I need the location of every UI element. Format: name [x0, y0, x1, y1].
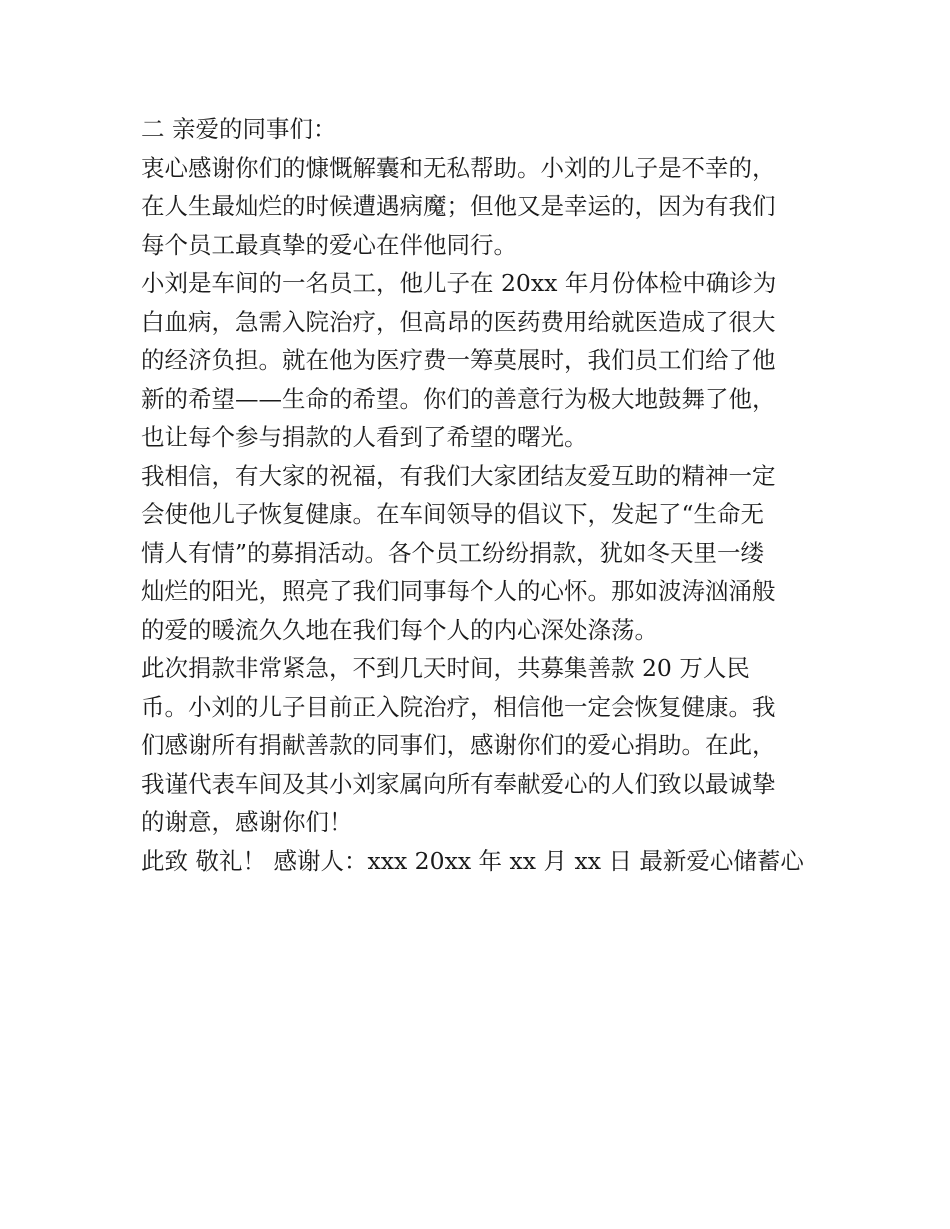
text-line: 情人有情”的募捐活动。各个员工纷纷捐款，犹如冬天里一缕 — [141, 538, 765, 567]
text-line: 新的希望——生命的希望。你们的善意行为极大地鼓舞了他， — [141, 384, 776, 413]
text-line: 我谨代表车间及其小刘家属向所有奉献爱心的人们致以最诚挚 — [141, 769, 776, 798]
closing-line: 此致 敬礼！ 感谢人：xxx 20xx 年 xx 月 xx 日 最新爱心储蓄心 — [141, 846, 804, 875]
text-line: 会使他儿子恢复健康。在车间领导的倡议下，发起了“生命无 — [141, 500, 765, 528]
text-line: 我相信，有大家的祝福，有我们大家团结友爱互助的精神一定 — [141, 461, 776, 490]
salutation-line: 二 亲爱的同事们： — [141, 115, 337, 143]
text-line: 每个员工最真挚的爱心在伴他同行。 — [141, 230, 517, 259]
text-line: 小刘是车间的一名员工，他儿子在 20xx 年月份体检中确诊为 — [141, 269, 777, 297]
text-line: 的爱的暖流久久地在我们每个人的内心深处涤荡。 — [141, 615, 658, 644]
text-line: 白血病，急需入院治疗，但高昂的医药费用给就医造成了很大 — [141, 307, 776, 336]
text-line: 在人生最灿烂的时候遭遇病魔；但他又是幸运的，因为有我们 — [141, 192, 776, 220]
text-line: 也让每个参与捐款的人看到了希望的曙光。 — [141, 423, 588, 451]
text-line: 们感谢所有捐献善款的同事们，感谢你们的爱心捐助。在此， — [141, 731, 776, 759]
text-line: 衷心感谢你们的慷慨解囊和无私帮助。小刘的儿子是不幸的， — [141, 153, 776, 182]
letter-body — [141, 110, 816, 880]
text-line: 的经济负担。就在他为医疗费一筹莫展时，我们员工们给了他 — [141, 346, 776, 374]
text-line: 的谢意，感谢你们！ — [141, 808, 353, 836]
text-line: 灿烂的阳光，照亮了我们同事每个人的心怀。那如波涛汹涌般 — [141, 577, 776, 605]
text-line: 此次捐款非常紧急，不到几天时间，共募集善款 20 万人民 — [141, 654, 750, 682]
text-line: 币。小刘的儿子目前正入院治疗，相信他一定会恢复健康。我 — [141, 692, 776, 721]
